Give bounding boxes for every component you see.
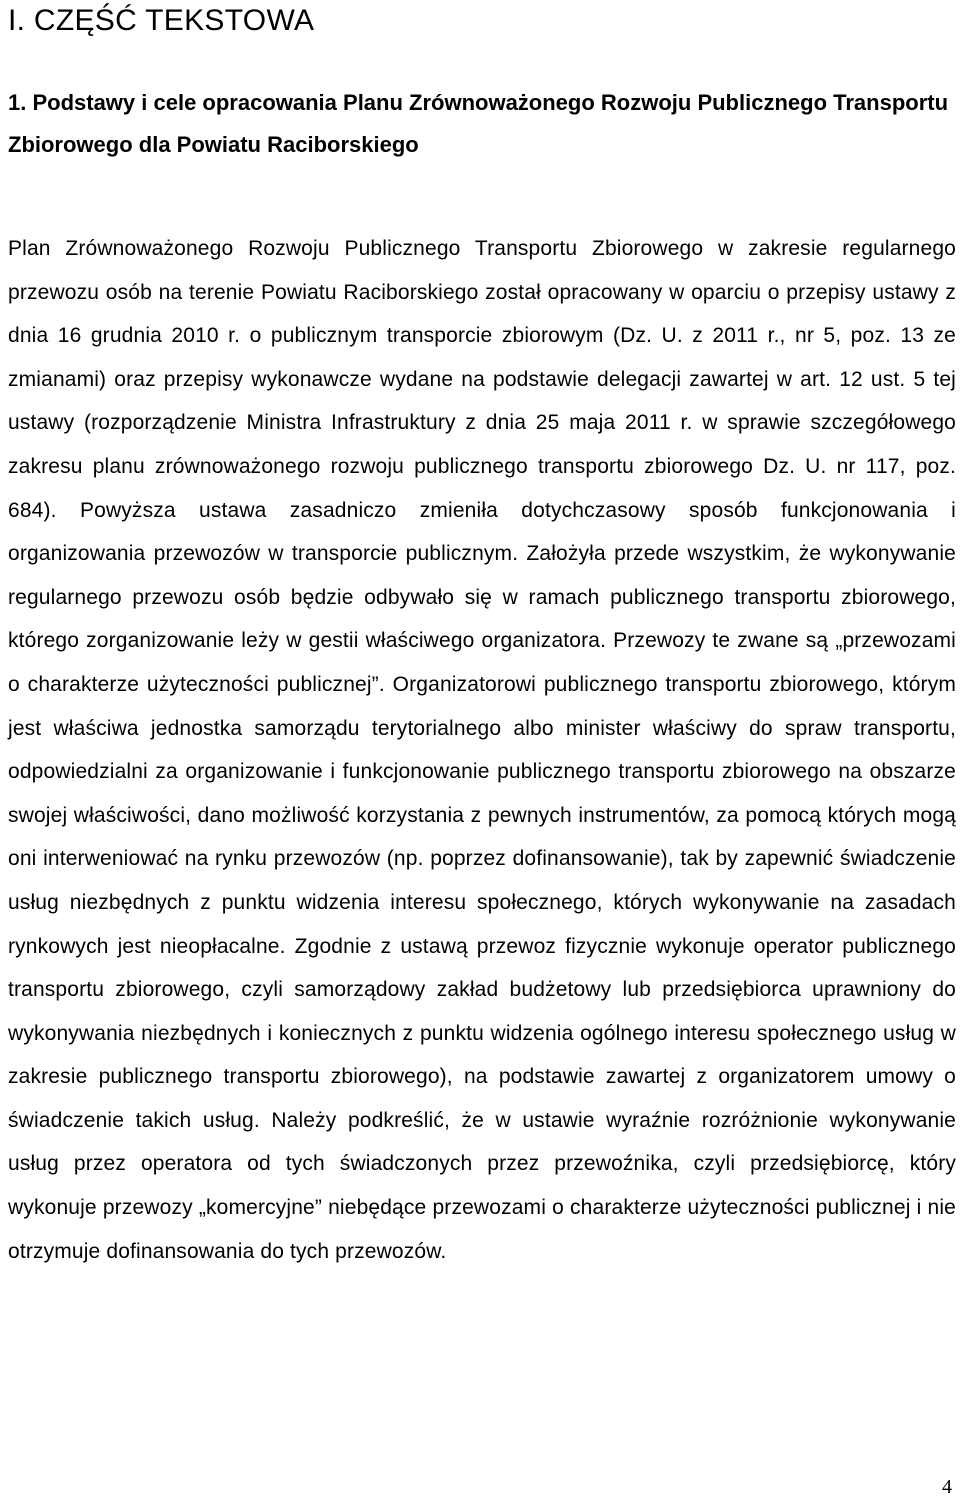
body-paragraph: Plan Zrównoważonego Rozwoju Publicznego Transportu Zbiorowego w zakresie regularnego przewozu osób na terenie Powiatu Raciborskiego został opracowany w oparciu o przepisy ustawy z dnia 16 grudnia 2010 r. o publicznym transporcie zbiorowym (Dz. U. z 2011 r., nr 5, poz. 13 ze zmianami) oraz przepisy wykonawcze wydane na podstawie delegacji zawartej w art. 12 ust. 5 tej ustawy (rozporządzenie Ministra Infrastruktury z dnia 25 maja 2011 r. w sprawie szczegółowego zakresu planu zrównoważonego rozwoju publicznego transportu zbiorowego Dz. U. nr 117, poz. 684). Powyższa ustawa zasadniczo zmieniła dotychczasowy sposób funkcjonowania i organizowania przewozów w transporcie publicznym. Założyła przede wszystkim, że wykonywanie regularnego przewozu osób będzie odbywało się w ramach publicznego transportu zbiorowego, którego zorganizowanie leży w gestii właściwego organizatora. Przewozy te zwane są „przewozami o charakterze użyteczności publicznej”. Organizatorowi publicznego transportu zbiorowego, którym jest właściwa jednostka samorządu terytorialnego albo minister właściwy do spraw transportu, odpowiedzialni za organizowanie i funkcjonowanie publicznego transportu zbiorowego na obszarze swojej właściwości, dano możliwość korzystania z pewnych instrumentów, za pomocą których mogą oni interweniować na rynku przewozów (np. poprzez dofinansowanie), tak by zapewnić świadczenie usług niezbędnych z punktu widzenia interesu społecznego, których wykonywanie na zasadach rynkowych jest nieopłacalne. Zgodnie z ustawą przewoz fizycznie wykonuje operator publicznego transportu zbiorowego, czyli samorządowy zakład budżetowy lub przedsiębiorca uprawniony do wykonywania niezbędnych i koniecznych z punktu widzenia ogólnego interesu społecznego usług w zakresie publicznego transportu zbiorowego), na podstawie zawartej z organizatorem umowy o świadczenie takich usług. Należy podkreślić, że w ustawie wyraźnie rozróżnionie wykonywanie usług przez operatora od tych świadczonych przez przewoźnika, czyli przedsiębiorcę, który wykonuje przewozy „komercyjne” niebędące przewozami o charakterze użyteczności publicznej i nie otrzymuje dofinansowania do tych przewozów. [8, 237, 956, 1263]
page-number: 4 [942, 1476, 952, 1498]
part-heading: I. CZĘŚĆ TEKSTOWA [8, 4, 315, 37]
section-heading: 1. Podstawy i cele opracowania Planu Zrównoważonego Rozwoju Publicznego Transportu Zbiorowego dla Powiatu Raciborskiego [8, 90, 949, 157]
